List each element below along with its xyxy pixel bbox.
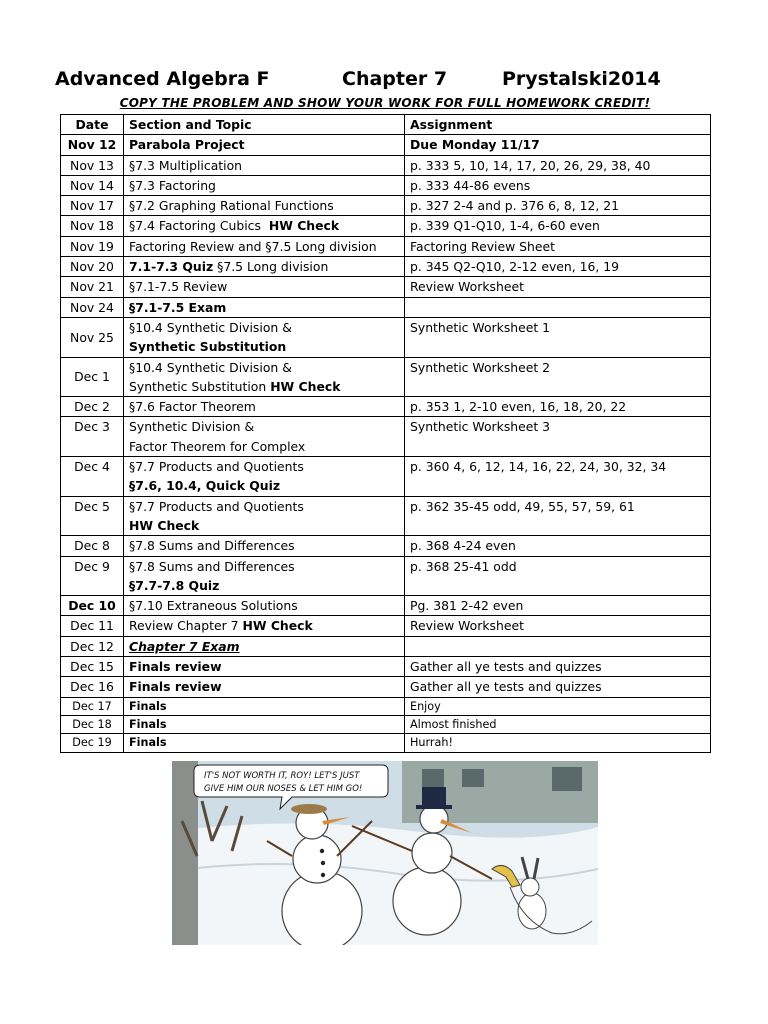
table-row — [61, 175, 711, 195]
row-assignment: p. 360 4, 6, 12, 14, 16, 22, 24, 30, 32, 34 — [405, 457, 711, 497]
straw-hat — [291, 804, 327, 814]
row-date: Dec 8 — [61, 536, 124, 556]
topic-line-1: Synthetic Division & — [129, 419, 255, 435]
row-assignment: Gather all ye tests and quizzes — [405, 657, 711, 677]
house-window — [422, 769, 444, 787]
coal-button — [321, 861, 325, 865]
row-date: Nov 17 — [61, 196, 124, 216]
row-assignment: Almost finished — [405, 716, 711, 734]
row-assignment: Synthetic Worksheet 3 — [405, 417, 711, 457]
row-date: Dec 16 — [61, 677, 124, 697]
table-row — [61, 536, 711, 556]
topic-text: §7.5 Long division — [217, 259, 329, 275]
row-date: Dec 12 — [61, 636, 124, 656]
row-date: Nov 24 — [61, 297, 124, 317]
row-assignment: Due Monday 11/17 — [405, 135, 711, 155]
row-topic — [124, 616, 405, 636]
row-topic: §7.1-7.5 Review — [124, 277, 405, 297]
row-topic — [124, 317, 405, 357]
rabbit-head — [521, 878, 539, 896]
table-row — [61, 457, 711, 497]
cartoon-illustration — [172, 761, 598, 945]
row-assignment: Review Worksheet — [405, 616, 711, 636]
hw-check-label: HW Check — [270, 378, 341, 394]
row-assignment: Review Worksheet — [405, 277, 711, 297]
row-assignment — [405, 636, 711, 656]
table-row — [61, 257, 711, 277]
table-row — [61, 417, 711, 457]
row-assignment: Hurrah! — [405, 734, 711, 752]
topic-text: Review Chapter 7 — [129, 618, 239, 634]
table-row — [61, 357, 711, 397]
table-row — [61, 317, 711, 357]
document-header — [55, 68, 715, 96]
table-row — [61, 636, 711, 656]
row-assignment: p. 327 2-4 and p. 376 6, 8, 12, 21 — [405, 196, 711, 216]
row-assignment: Factoring Review Sheet — [405, 236, 711, 256]
snowman-body-middle — [412, 833, 452, 873]
snowman-head — [420, 805, 448, 833]
quiz-label: 7.1-7.3 Quiz — [129, 259, 214, 275]
row-topic — [124, 257, 405, 277]
coal-button — [321, 873, 325, 877]
top-hat — [422, 787, 446, 807]
chapter-title: Chapter 7 — [342, 68, 448, 90]
table-row — [61, 716, 711, 734]
table-row — [61, 236, 711, 256]
row-assignment: p. 339 Q1-Q10, 1-4, 6-60 even — [405, 216, 711, 236]
row-topic: §7.3 Multiplication — [124, 155, 405, 175]
table-row — [61, 616, 711, 636]
topic-line-2: HW Check — [129, 517, 200, 533]
course-title: Advanced Algebra F — [55, 68, 270, 90]
row-topic: Finals — [124, 697, 405, 715]
row-assignment: Synthetic Worksheet 1 — [405, 317, 711, 357]
speech-line-2: GIVE HIM OUR NOSES & LET HIM GO! — [204, 784, 363, 794]
topic-line-2: Synthetic Substitution — [129, 339, 287, 355]
row-topic: §7.8 Sums and Differences — [124, 536, 405, 556]
snowman-body-bottom — [393, 867, 461, 935]
row-date: Nov 25 — [61, 317, 124, 357]
row-date: Dec 11 — [61, 616, 124, 636]
row-topic: Finals review — [124, 677, 405, 697]
row-topic: Finals review — [124, 657, 405, 677]
row-assignment: Pg. 381 2-42 even — [405, 596, 711, 616]
row-date: Dec 2 — [61, 397, 124, 417]
row-date: Dec 3 — [61, 417, 124, 457]
row-assignment: p. 333 5, 10, 14, 17, 20, 26, 29, 38, 40 — [405, 155, 711, 175]
topic-line-2: §7.7-7.8 Quiz — [129, 577, 220, 593]
table-row — [61, 216, 711, 236]
table-row — [61, 556, 711, 596]
row-assignment: Synthetic Worksheet 2 — [405, 357, 711, 397]
house-window — [552, 767, 582, 791]
row-topic — [124, 496, 405, 536]
row-date: Dec 1 — [61, 357, 124, 397]
row-topic: §7.10 Extraneous Solutions — [124, 596, 405, 616]
row-date: Nov 20 — [61, 257, 124, 277]
row-date: Dec 15 — [61, 657, 124, 677]
row-date: Dec 4 — [61, 457, 124, 497]
row-topic: Finals — [124, 716, 405, 734]
row-date: Nov 19 — [61, 236, 124, 256]
row-date: Dec 19 — [61, 734, 124, 752]
row-topic: §7.3 Factoring — [124, 175, 405, 195]
topic-line-2: §7.6, 10.4, Quick Quiz — [129, 478, 281, 494]
topic-text: §7.4 Factoring Cubics — [129, 218, 261, 234]
homework-instruction: COPY THE PROBLEM AND SHOW YOUR WORK FOR FULL HOMEWORK CREDIT! — [119, 96, 651, 110]
row-assignment: p. 368 4-24 even — [405, 536, 711, 556]
row-date: Dec 17 — [61, 697, 124, 715]
row-topic — [124, 216, 405, 236]
row-assignment: p. 353 1, 2-10 even, 16, 18, 20, 22 — [405, 397, 711, 417]
snowman-body-middle — [293, 835, 341, 883]
row-topic: §7.2 Graphing Rational Functions — [124, 196, 405, 216]
row-assignment: p. 333 44-86 evens — [405, 175, 711, 195]
table-header-row — [61, 115, 711, 135]
row-topic: §7.1-7.5 Exam — [124, 297, 405, 317]
row-assignment: Enjoy — [405, 697, 711, 715]
row-topic — [124, 417, 405, 457]
house-window — [462, 769, 484, 787]
row-date: Dec 5 — [61, 496, 124, 536]
row-topic: Finals — [124, 734, 405, 752]
coal-button — [320, 849, 324, 853]
row-date: Dec 10 — [61, 596, 124, 616]
row-topic: §7.6 Factor Theorem — [124, 397, 405, 417]
row-assignment: p. 368 25-41 odd — [405, 556, 711, 596]
hw-check-label: HW Check — [268, 218, 340, 234]
row-date: Nov 21 — [61, 277, 124, 297]
table-row — [61, 397, 711, 417]
hw-check-label: HW Check — [242, 618, 313, 634]
row-topic — [124, 357, 405, 397]
topic-line-2: Factor Theorem for Complex — [129, 438, 306, 454]
row-date: Nov 14 — [61, 175, 124, 195]
table-row — [61, 297, 711, 317]
speech-line-1: IT'S NOT WORTH IT, ROY! LET'S JUST — [204, 771, 360, 781]
table-row — [61, 196, 711, 216]
row-date: Dec 9 — [61, 556, 124, 596]
row-date: Nov 13 — [61, 155, 124, 175]
column-header-assignment: Assignment — [405, 115, 711, 135]
top-hat-brim — [416, 805, 452, 809]
row-topic — [124, 556, 405, 596]
topic-line-1: §7.7 Products and Quotients — [129, 498, 304, 514]
topic-line-1: §10.4 Synthetic Division & — [129, 359, 292, 375]
teacher-name: Prystalski2014 — [502, 68, 661, 90]
table-row — [61, 677, 711, 697]
table-row — [61, 155, 711, 175]
row-date: Dec 18 — [61, 716, 124, 734]
table-row — [61, 697, 711, 715]
table-row — [61, 135, 711, 155]
table-row — [61, 277, 711, 297]
table-row — [61, 734, 711, 752]
column-header-date: Date — [61, 115, 124, 135]
row-assignment: Gather all ye tests and quizzes — [405, 677, 711, 697]
row-topic — [124, 457, 405, 497]
row-assignment: p. 345 Q2-Q10, 2-12 even, 16, 19 — [405, 257, 711, 277]
topic-line-1: §10.4 Synthetic Division & — [129, 319, 292, 335]
table-row — [61, 657, 711, 677]
column-header-topic: Section and Topic — [124, 115, 405, 135]
row-date: Nov 12 — [61, 135, 124, 155]
row-assignment — [405, 297, 711, 317]
table-row — [61, 496, 711, 536]
row-topic: Chapter 7 Exam — [124, 636, 405, 656]
topic-line-1: §7.8 Sums and Differences — [129, 558, 295, 574]
topic-line-1: §7.7 Products and Quotients — [129, 459, 304, 475]
row-assignment: p. 362 35-45 odd, 49, 55, 57, 59, 61 — [405, 496, 711, 536]
row-date: Nov 18 — [61, 216, 124, 236]
topic-line-2 — [129, 377, 404, 396]
row-topic: Factoring Review and §7.5 Long division — [124, 236, 405, 256]
table-row — [61, 596, 711, 616]
topic-text: Synthetic Substitution — [129, 378, 267, 394]
snowman-cartoon — [172, 761, 598, 945]
assignment-schedule-table — [60, 114, 711, 753]
row-topic: Parabola Project — [124, 135, 405, 155]
